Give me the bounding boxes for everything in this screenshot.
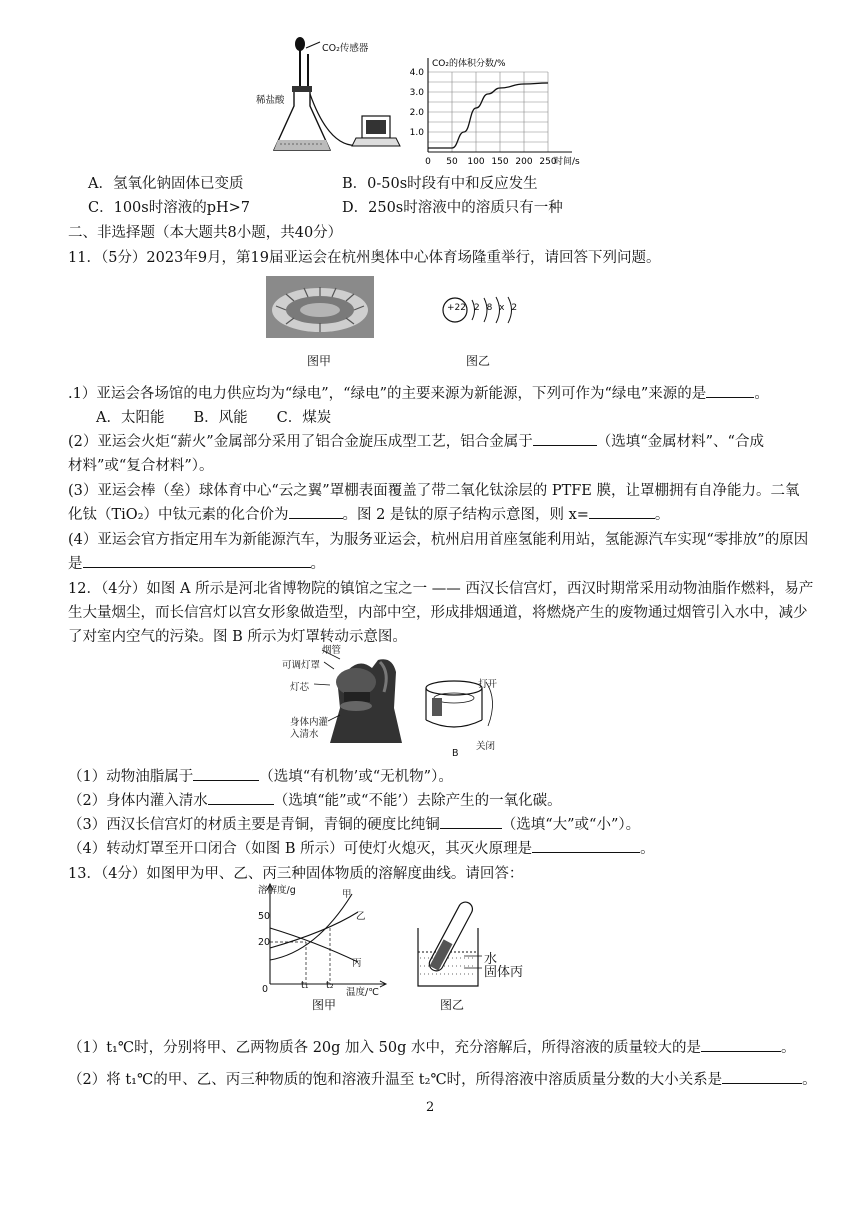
q12-p3-blank[interactable] — [440, 814, 502, 829]
atom-nucleus-charge: +22 — [447, 303, 466, 313]
solubility-y50: 50 — [258, 911, 271, 922]
q11-p2-blank[interactable] — [533, 431, 597, 446]
chart-ylabel: CO₂的体积分数/% — [432, 59, 506, 69]
q13-p1-blank[interactable] — [701, 1037, 781, 1052]
shade-label-open: 打开 — [478, 679, 498, 690]
q13-stem: 13．（4分）如图甲为甲、乙、丙三种固体物质的溶解度曲线。请回答： — [68, 866, 524, 882]
q11-part1-options: A．太阳能 B．风能 C．煤炭 — [96, 410, 332, 426]
co2-chart — [400, 50, 600, 170]
solubility-xlabel: 温度/℃ — [346, 987, 379, 998]
q12-fig-b-caption: B — [452, 748, 459, 759]
y-tick-label: 2.0 — [409, 108, 424, 118]
acid-label: 稀盐酸 — [256, 95, 285, 106]
lamp-label-water1: 身体内灌 — [290, 717, 329, 728]
lamp-label-shade: 可调灯罩 — [282, 660, 321, 671]
section-heading: 二、非选择题（本大题共8小题，共40分） — [68, 225, 343, 241]
x-tick-label: 200 — [515, 157, 533, 167]
q11-part1: .1）亚运会各场馆的电力供应均为“绿电”，“绿电”的主要来源为新能源，下列可作为“绿电”来源的是 。 — [68, 382, 769, 403]
lamp-label-water2: 入清水 — [290, 729, 319, 740]
q10-option-b: B．0-50s时段有中和反应发生 — [342, 176, 538, 192]
lamp-label-pipe: 烟管 — [322, 645, 342, 656]
x-tick-label: 150 — [491, 157, 509, 167]
q11-fig-b-caption: 图乙 — [466, 354, 491, 368]
tube-label-water: 水 — [484, 952, 498, 967]
co2-series-line — [428, 83, 548, 148]
q12-stem-line2: 生大量烟尘，而长信宫灯以宫女形象做造型，内部中空，形成排烟通道，将燃烧产生的废物通过烟管引入水中，减少 — [68, 605, 808, 621]
solubility-t1: t₁ — [301, 980, 309, 991]
q11-part4: (4）亚运会官方指定用车为新能源汽车，为服务亚运会，杭州启用首座氢能利用站，氢能源汽车实现“零排放”的原因 — [68, 532, 809, 548]
sensor-label: CO₂传感器 — [322, 43, 369, 54]
chart-xlabel: 时间/s — [554, 157, 580, 167]
q10-option-d: D．250s时溶液中的溶质只有一种 — [342, 200, 563, 216]
q13-part1: （1）t₁℃时，分别将甲、乙两物质各 20g 加入 50g 水中，充分溶解后，所得溶液的质量较大的是 。 — [68, 1036, 795, 1057]
q12-p2-blank[interactable] — [208, 790, 274, 805]
q11-p1-blank[interactable] — [706, 383, 754, 398]
q10-option-c: C．100s时溶液的pH>7 — [88, 200, 251, 216]
q13-part2: （2）将 t₁℃的甲、乙、丙三种物质的饱和溶液升温至 t₂℃时，所得溶液中溶质质量分数的大小关系是 。 — [68, 1068, 817, 1089]
lamp-label-wick: 灯芯 — [290, 682, 310, 693]
solubility-origin: 0 — [262, 984, 269, 995]
y-tick-label: 3.0 — [409, 88, 424, 98]
q12-part4: （4）转动灯罩至开口闭合（如图 B 所示）可使灯火熄灭，其灭火原理是 。 — [68, 837, 655, 858]
solubility-ylabel: 溶解度/g — [258, 885, 296, 896]
q11-p3-x-blank[interactable] — [589, 504, 655, 519]
q12-stem-line3: 了对室内空气的污染。图 B 所示为灯罩转动示意图。 — [68, 629, 407, 645]
y-tick-label: 4.0 — [409, 68, 424, 78]
q12-part2: （2）身体内灌入清水 （选填“能”或“不能’）去除产生的一氧化碳。 — [68, 789, 562, 810]
atom-shell-electrons: 2 8 x 2 — [474, 303, 520, 313]
q12-p4-blank[interactable] — [532, 838, 640, 853]
q12-p1-blank[interactable] — [193, 766, 259, 781]
q13-fig-b-caption: 图乙 — [440, 998, 465, 1012]
q12-stem-line1: 12．（4分）如图 A 所示是河北省博物院的镇馆之宝之一 —— 西汉长信宫灯，西汉时期常采用动物油脂作燃料，易产 — [68, 581, 814, 597]
q10-option-a: A．氢氧化钠固体已变质 — [88, 176, 244, 192]
q11-part2-cont: 材料”或“复合材料”）。 — [68, 458, 214, 474]
q11-part3: (3）亚运会棒（垒）球体育中心“云之翼”罩棚表面覆盖了带二氧化钛涂层的 PTFE 膜，让罩棚拥有自净能力。二氧 — [68, 483, 800, 499]
q12-part1: （1）动物油脂属于 （选填“有机物’或“无机物”）。 — [68, 765, 453, 786]
q11-fig-a-caption: 图甲 — [307, 354, 332, 368]
q13-p2-blank[interactable] — [722, 1069, 802, 1084]
shade-label-close: 关闭 — [476, 741, 496, 752]
q11-part4-cont: 是 。 — [68, 552, 325, 573]
x-tick-label: 100 — [467, 157, 485, 167]
curve-label-jia: 甲 — [342, 889, 352, 900]
x-tick-label: 50 — [446, 157, 458, 167]
q11-part3-cont: 化钛（TiO₂）中钛元素的化合价为 。图 2 是钛的原子结构示意图，则 x= 。 — [68, 503, 669, 524]
solubility-t2: t₂ — [326, 980, 334, 991]
x-tick-label: 250 — [539, 157, 557, 167]
q11-stem: 11．（5分）2023年9月，第19届亚运会在杭州奥体中心体育场隆重举行，请回答下列问题。 — [68, 250, 661, 266]
solubility-y20: 20 — [258, 937, 271, 948]
stadium-photo — [266, 276, 374, 338]
curve-label-bing: 丙 — [352, 958, 362, 969]
y-tick-label: 1.0 — [409, 128, 424, 138]
q12-part3: （3）西汉长信宫灯的材质主要是青铜，青铜的硬度比纯铜 （选填“大”或“小”）。 — [68, 813, 640, 834]
q11-p3-valence-blank[interactable] — [289, 504, 343, 519]
solubility-curve-graph — [246, 880, 396, 992]
q11-p4-blank[interactable] — [83, 553, 311, 568]
lamp-leader-lines — [300, 645, 360, 745]
test-tube-beaker-figure — [412, 894, 492, 990]
curve-label-yi: 乙 — [356, 911, 366, 922]
x-tick-label: 0 — [425, 157, 431, 167]
q11-part2: (2）亚运会火炬“薪火”金属部分采用了铝合金旋压成型工艺，铝合金属于 （选填“金属材料”、“合成 — [68, 430, 764, 451]
q13-fig-a-caption: 图甲 — [312, 998, 337, 1012]
tube-label-solid: 固体丙 — [484, 965, 524, 980]
page-number: 2 — [426, 1100, 435, 1115]
